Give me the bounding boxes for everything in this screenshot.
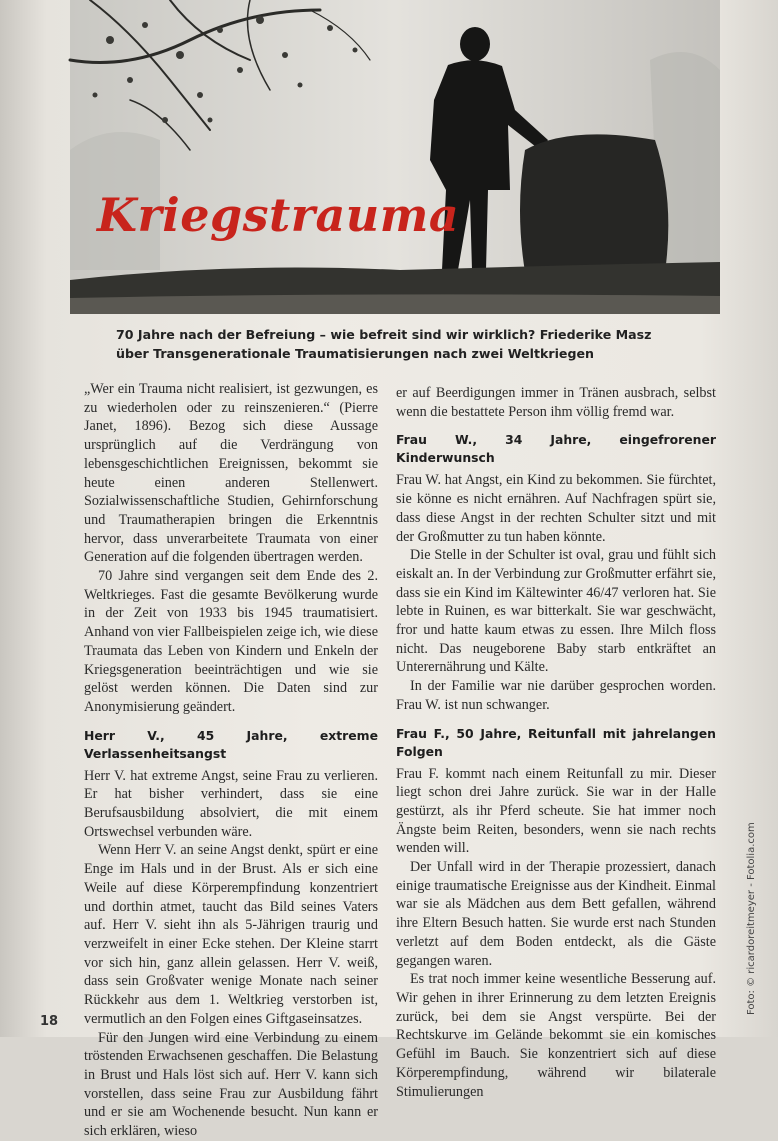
case-frau-w-paragraph-2: Die Stelle in der Schulter ist oval, grau und fühlt sich eiskalt an. In der Verbindung zur Großmutter erfährt sie, dass sie ein Kind im Kältewinter 46/47 verloren hat. Sie lebte in Ruinen, es war bitterkalt. Sie war geschwächt, fror und hatte kaum etwas zu essen. Ihre Milch floss nicht. Das neugeborene Baby starb entkräftet an Unterernährung und Kälte. [396,547,716,676]
continued-paragraph: er auf Beerdigungen immer in Tränen ausbrach, selbst wenn die bestattete Person ihm völlig fremd war. [396,385,716,420]
article-title: Kriegstrauma [97,188,460,242]
article-subtitle [116,325,716,363]
left-column [84,380,378,1141]
case-frau-w-paragraph-1: Frau W. hat Angst, ein Kind zu bekommen. Sie fürchtet, sie könne es nicht ernähren. Auf Nachfragen spürt sie, dass diese Angst in der rechten Schulter sitzt und mit der Großmutter zu tun haben könnte. [396,472,716,545]
case-frau-w-paragraph-3: In der Familie war nie darüber gesprochen worden. Frau W. ist nun schwanger. [396,678,716,713]
case-herr-v-paragraph-1: Herr V. hat extreme Angst, seine Frau zu verlieren. Er hat bisher verhindert, dass sie eine Berufsausbildung absolviert, die mit einem Ortswechsel verbunden wäre. [84,767,378,840]
subtitle-line-2: über Transgenerationale Traumatisierungen nach zwei Weltkriegen [116,346,594,361]
case-frau-f-paragraph-1: Frau F. kommt nach einem Reitunfall zu mir. Dieser liegt schon drei Jahre zurück. Sie war in der Halle gestürzt, als ihr Pferd scheute. Sie hat immer noch Ängste beim Reiten, besonders, wenn sie nach rechts wenden will. [396,765,716,857]
case-heading-frau-w: Frau W., 34 Jahre, eingefrorener Kinderwunsch [396,432,716,466]
case-frau-f-paragraph-3: Es trat noch immer keine wesentliche Besserung auf. Wir gehen in ihrer Erinnerung zu dem letzten Ereignis zurück, bei dem sie Angst verspürte. Bei der Rechtskurve im Gelände bekommt sie ein komisches Gefühl im Bauch. Sie konzentriert sich auf diese Körperempfindung, während wir bilaterale Stimulierungen [396,971,716,1100]
case-herr-v-paragraph-2: Wenn Herr V. an seine Angst denkt, spürt er eine Enge im Hals und in der Brust. Als er sich eine Weile auf diese Körperempfindung konzentriert und dorthin atmet, taucht das Bild seines Vaters auf. Herr V. sieht ihn als 5-Jährigen traurig und verzweifelt in einer Ecke stehen. Der Kleine starrt vor sich hin, ganz allein gelassen. Herr V. weiß, dass sein Großvater wenige Monate nach seiner Rückkehr aus dem 1. Weltkrieg verstorben ist, vermutlich an den Folgen eines Giftgaseinsatzes. [84,842,378,1027]
photo-credit: Foto: © ricardoreitmeyer - Fotolia.com [746,822,757,1015]
intro-paragraph-1: „Wer ein Trauma nicht realisiert, ist gezwungen, es zu wiederholen oder zu reinszenieren.“ (Pierre Janet, 1896). Bezog sich diese Aussage ursprünglich auf die Verdrängung von lebensgeschichtlichen Ereignissen, bekommt sie heute einen anderen Stellenwert. Sozialwissenschaftliche Studien, Gehirnforschung und Traumatherapien bringen die Erkenntnis hervor, dass unverarbeitete Traumata von einer Generation auf die folgenden übertragen werden. [84,381,378,566]
intro-paragraph-2: 70 Jahre sind vergangen seit dem Ende des 2. Weltkrieges. Fast die gesamte Bevölkerung wurde in der Zeit von 1933 bis 1945 traumatisiert. Anhand von vier Fallbeispielen zeige ich, wie diese Traumata das Leben von Kindern und Enkeln der Kriegsgeneration beeinträchtigen und wie sie gelöst werden können. Die Daten sind zur Anonymisierung geändert. [84,568,378,715]
page-number: 18 [40,1014,59,1029]
case-heading-frau-f: Frau F., 50 Jahre, Reitunfall mit jahrelangen Folgen [396,725,716,759]
subtitle-line-1: 70 Jahre nach der Befreiung – wie befreit sind wir wirklich? Friederike Masz [116,327,652,342]
header-photo [70,0,720,314]
case-frau-f-paragraph-2: Der Unfall wird in der Therapie prozessiert, danach einige traumatische Ereignisse aus der Kindheit. Einmal war sie als Mädchen aus dem Bett gefallen, während ihre Eltern Besuch hatten. Sie wurde erst nach Stunden verletzt auf dem Boden entdeckt, als die Gäste gegangen waren. [396,859,716,969]
case-herr-v-paragraph-3: Für den Jungen wird eine Verbindung zu einem tröstenden Erwachsenen geschaffen. Die Belastung in Brust und Hals löst sich auf. Herr V. kann sich vorstellen, dass seine Frau zur Ausbildung fährt und er sie am Wochenende besucht. Nun kann er sich erklären, wieso [84,1029,378,1140]
case-heading-herr-v: Herr V., 45 Jahre, extreme Verlassenheitsangst [84,727,378,761]
right-column [396,384,716,1101]
silhouette-image [70,0,720,314]
